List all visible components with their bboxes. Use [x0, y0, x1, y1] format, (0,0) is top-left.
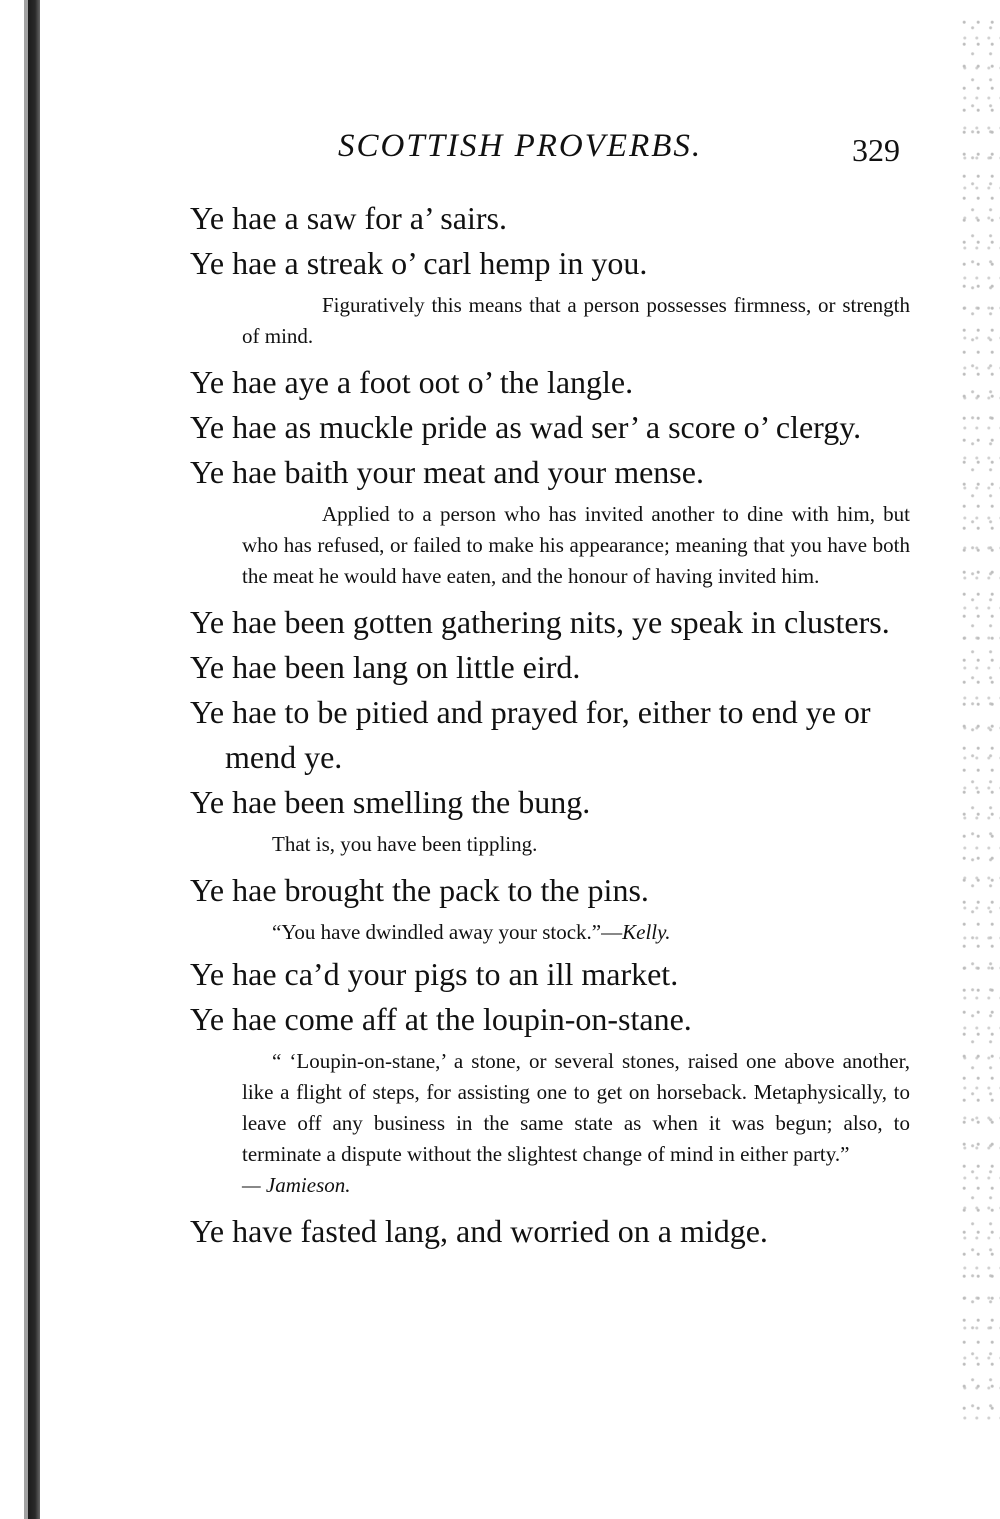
gloss-text: “ ‘Loupin-on-stane,’ a stone, or several stones, raised one above another, like a flight of steps, for assisting one to get on horseback. Metaphysically, to leave off any business in the same state as when it was begun; also, to terminate a dispute without the slightest change of mind in either party.”: [242, 1049, 910, 1166]
gloss: [190, 1046, 910, 1201]
proverb: Ye hae come aff at the loupin-on-stane.: [190, 1001, 692, 1037]
proverb: Ye hae baith your meat and your mense.: [190, 454, 704, 490]
proverb: Ye have fasted lang, and worried on a midge.: [190, 1213, 768, 1249]
proverb: Ye hae to be pitied and prayed for, either to end ye or mend ye.: [190, 694, 871, 775]
gloss-author: — Jamieson.: [242, 1173, 351, 1197]
proverb: Ye hae been gotten gathering nits, ye speak in clusters.: [190, 604, 890, 640]
proverb: Ye hae as muckle pride as wad ser’ a score o’ clergy.: [190, 409, 862, 445]
proverb: Ye hae a saw for a’ sairs.: [190, 200, 507, 236]
proverb: Ye hae been smelling the bung.: [190, 784, 591, 820]
proverb: Ye hae ca’d your pigs to an ill market.: [190, 956, 679, 992]
gloss: [190, 917, 910, 948]
proverb: Ye hae a streak o’ carl hemp in you.: [190, 245, 648, 281]
gloss: Applied to a person who has invited another to dine with him, but who has refused, or failed to make his appearance; meaning that you have both the meat he would have eaten, and the honour of having invited him.: [242, 502, 910, 588]
page-header: [0, 128, 1000, 178]
gloss-text: “You have dwindled away your stock.”—: [272, 920, 623, 944]
gloss: That is, you have been tippling.: [272, 832, 538, 856]
running-title: SCOTTISH PROVERBS.: [338, 128, 703, 164]
proverb: Ye hae aye a foot oot o’ the langle.: [190, 364, 634, 400]
page-number: 329: [852, 132, 900, 168]
binding-shadow: [28, 0, 40, 1519]
gloss: Figuratively this means that a person possesses firmness, or strength of mind.: [242, 293, 910, 348]
page-body: [190, 196, 910, 1254]
proverb: Ye hae brought the pack to the pins.: [190, 872, 649, 908]
page-edge-speckle: [960, 20, 1000, 1420]
proverb: Ye hae been lang on little eird.: [190, 649, 581, 685]
gloss-author: Kelly.: [622, 920, 671, 944]
